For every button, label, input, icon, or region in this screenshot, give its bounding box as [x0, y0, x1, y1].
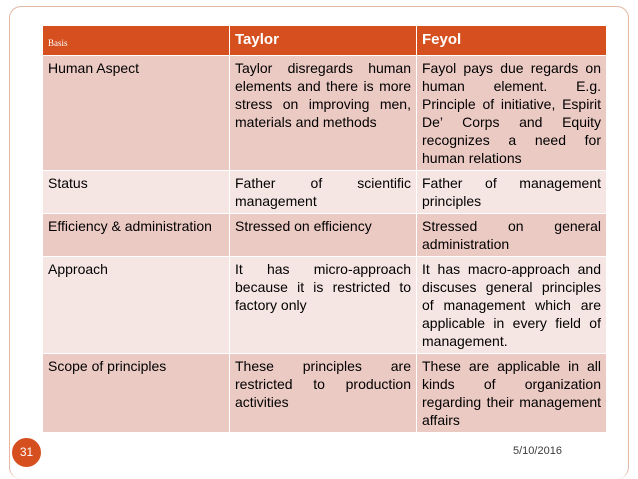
cell-taylor: Stressed on efficiency [230, 214, 417, 257]
cell-feyol: These are applicable in all kinds of organization regarding their management affairs [417, 354, 607, 433]
cell-taylor: These principles are restricted to production activities [230, 354, 417, 433]
cell-taylor: Father of scientific management [230, 171, 417, 214]
slide-number-badge: 31 [10, 436, 43, 469]
header-basis: Basis [43, 26, 230, 56]
header-feyol: Feyol [417, 26, 607, 56]
slide-date: 5/10/2016 [513, 445, 562, 457]
table-row [43, 214, 607, 257]
table-row [43, 56, 607, 171]
cell-basis: Scope of principles [43, 354, 230, 433]
table-row [43, 257, 607, 354]
cell-feyol: Father of management principles [417, 171, 607, 214]
comparison-table [42, 25, 606, 433]
cell-feyol: Stressed on general administration [417, 214, 607, 257]
table-row [43, 171, 607, 214]
header-taylor: Taylor [230, 26, 417, 56]
cell-basis: Status [43, 171, 230, 214]
cell-taylor: It has micro-approach because it is restricted to factory only [230, 257, 417, 354]
table-row [43, 354, 607, 433]
cell-feyol: Fayol pays due regards on human element. E.g. Principle of initiative, Espirit De’ Corps and Equity recognizes a need for human relations [417, 56, 607, 171]
cell-basis: Efficiency & administration [43, 214, 230, 257]
comparison-table-container [42, 25, 606, 479]
cell-basis: Approach [43, 257, 230, 354]
table-header-row [43, 26, 607, 56]
cell-basis: Human Aspect [43, 56, 230, 171]
cell-taylor: Taylor disregards human elements and there is more stress on improving men, materials and methods [230, 56, 417, 171]
cell-feyol: It has macro-approach and discuses general principles of management which are applicable in every field of management. [417, 257, 607, 354]
